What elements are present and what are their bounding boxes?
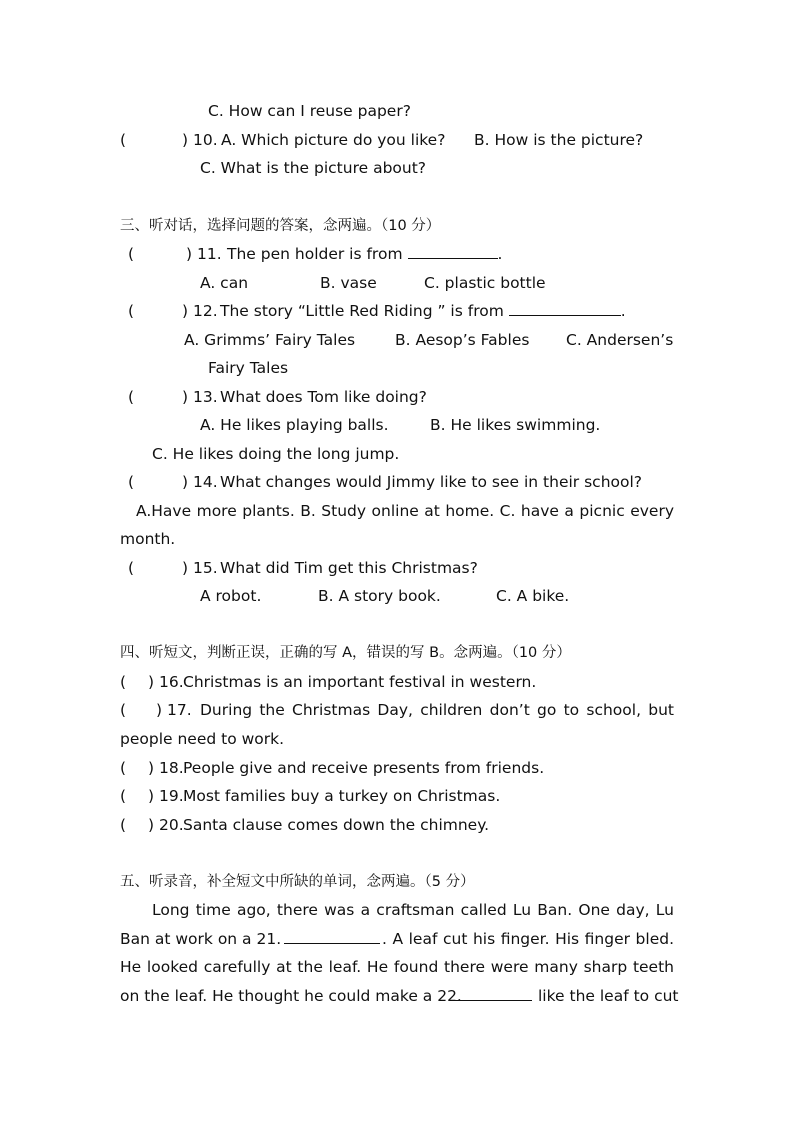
answer-paren-open[interactable]: ( bbox=[128, 388, 135, 406]
answer-paren-open[interactable]: ( bbox=[128, 473, 135, 491]
q12-period: . bbox=[620, 302, 626, 320]
q13-option-c: C. He likes doing the long jump. bbox=[152, 445, 400, 463]
q11-option-c: C. plastic bottle bbox=[424, 274, 546, 292]
answer-paren-open[interactable]: ( bbox=[120, 701, 127, 719]
q14-question: What changes would Jimmy like to see in their school? bbox=[220, 473, 643, 491]
answer-paren-open[interactable]: ( bbox=[120, 787, 127, 805]
q15-option-a: A robot. bbox=[200, 587, 262, 605]
q17-statement: During the Christmas Day, children don’t go to school, but bbox=[200, 701, 674, 719]
section5-heading-text: 五、听录音，补全短文中所缺的单词，念两遍。（5 分） bbox=[120, 874, 475, 890]
passage-line-1: Long time ago, there was a craftsman called Lu Ban. One day, Lu bbox=[152, 901, 674, 919]
passage-line-2b: . A leaf cut his finger. His finger bled. bbox=[382, 930, 674, 948]
answer-paren-open[interactable]: ( bbox=[120, 131, 127, 149]
passage-line-2a: Ban at work on a 21. bbox=[120, 930, 282, 948]
q12-answer-blank[interactable] bbox=[509, 301, 621, 316]
q18-number: ) 18. bbox=[148, 759, 184, 777]
q9-option-c: C. How can I reuse paper? bbox=[208, 102, 411, 120]
q18-statement: People give and receive presents from friends. bbox=[183, 759, 545, 777]
answer-paren-open[interactable]: ( bbox=[120, 673, 127, 691]
q13-question: What does Tom like doing? bbox=[220, 388, 427, 406]
q20-statement: Santa clause comes down the chimney. bbox=[183, 816, 490, 834]
q15-option-b: B. A story book. bbox=[318, 587, 441, 605]
q11-question: The pen holder is from bbox=[227, 245, 403, 263]
answer-paren-open[interactable]: ( bbox=[128, 245, 135, 263]
q12-question: The story “Little Red Riding ” is from bbox=[220, 302, 504, 320]
q19-statement: Most families buy a turkey on Christmas. bbox=[183, 787, 501, 805]
q16-number: ) 16. bbox=[148, 673, 184, 691]
answer-paren-open[interactable]: ( bbox=[128, 302, 135, 320]
q11-text bbox=[227, 244, 502, 264]
q16-statement: Christmas is an important festival in western. bbox=[183, 673, 537, 691]
q17-statement-cont: people need to work. bbox=[120, 730, 285, 748]
passage-line-3: He looked carefully at the leaf. He found there were many sharp teeth bbox=[120, 958, 674, 976]
passage-line-4a: on the leaf. He thought he could make a 22. bbox=[120, 987, 462, 1005]
blank-21-input[interactable] bbox=[284, 929, 380, 944]
passage-line-4b: like the leaf to cut bbox=[538, 987, 679, 1005]
q11-period: . bbox=[497, 245, 503, 263]
q15-option-c: C. A bike. bbox=[496, 587, 570, 605]
q13-number: ) 13. bbox=[182, 388, 218, 406]
q12-number: ) 12. bbox=[182, 302, 218, 320]
q19-number: ) 19. bbox=[148, 787, 184, 805]
q12-option-c: C. Andersen’s bbox=[566, 331, 674, 349]
q10-option-c: C. What is the picture about? bbox=[200, 159, 427, 177]
answer-paren-open[interactable]: ( bbox=[120, 816, 127, 834]
q14-options-cont: month. bbox=[120, 530, 176, 548]
answer-paren-open[interactable]: ( bbox=[120, 759, 127, 777]
q11-answer-blank[interactable] bbox=[408, 244, 498, 259]
q14-options-line: A.Have more plants. B. Study online at home. C. have a picnic every bbox=[136, 502, 674, 520]
section4-heading-text: 四、听短文，判断正误，正确的写 A，错误的写 B。念两遍。（10 分） bbox=[120, 645, 571, 661]
q10-option-b: B. How is the picture? bbox=[474, 131, 644, 149]
q17-number: ) 17. bbox=[156, 701, 192, 719]
q14-number: ) 14. bbox=[182, 473, 218, 491]
q10-number: ) 10. bbox=[182, 131, 218, 149]
q11-number: ) 11. bbox=[186, 245, 222, 263]
q20-number: ) 20. bbox=[148, 816, 184, 834]
q11-option-a: A. can bbox=[200, 274, 249, 292]
section3-heading-text: 三、听对话，选择问题的答案，念两遍。（10 分） bbox=[120, 218, 441, 234]
q15-question: What did Tim get this Christmas? bbox=[220, 559, 478, 577]
q13-option-b: B. He likes swimming. bbox=[430, 416, 601, 434]
q13-option-a: A. He likes playing balls. bbox=[200, 416, 389, 434]
q11-option-b: B. vase bbox=[320, 274, 377, 292]
blank-22-input[interactable] bbox=[454, 986, 532, 1001]
q12-option-b: B. Aesop’s Fables bbox=[395, 331, 530, 349]
q12-option-a: A. Grimms’ Fairy Tales bbox=[184, 331, 356, 349]
q12-option-c-cont: Fairy Tales bbox=[208, 359, 289, 377]
q15-number: ) 15. bbox=[182, 559, 218, 577]
q10-option-a: A. Which picture do you like? bbox=[221, 131, 446, 149]
q12-text bbox=[220, 301, 626, 321]
answer-paren-open[interactable]: ( bbox=[128, 559, 135, 577]
